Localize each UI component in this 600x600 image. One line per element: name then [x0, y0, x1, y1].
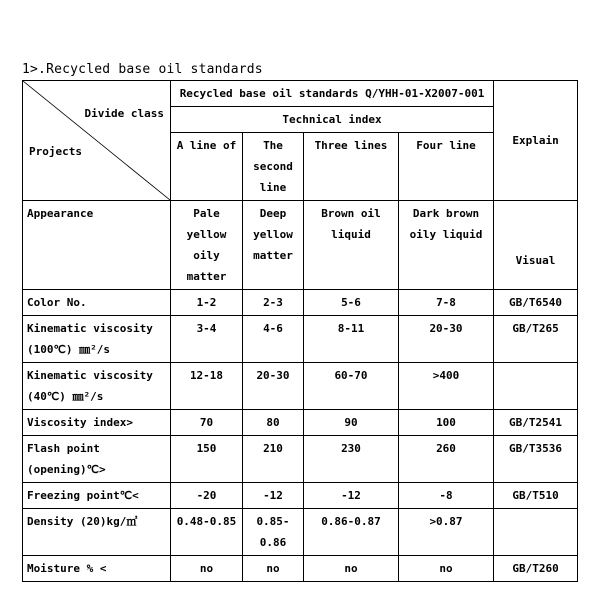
explain-cell	[494, 363, 578, 410]
line-2-value-cell: Deep yellow matter	[243, 201, 304, 290]
explain-cell: Visual	[494, 201, 578, 290]
document-title: 1>.Recycled base oil standards	[22, 62, 263, 77]
explain-cell: GB/T265	[494, 316, 578, 363]
project-cell: Moisture % <	[23, 556, 171, 582]
project-cell: Appearance	[23, 201, 171, 290]
line-3-value-cell: 8-11	[304, 316, 399, 363]
projects-label: Projects	[29, 145, 82, 158]
column-header-line-4: Four line	[399, 133, 494, 201]
line-3-value-cell: Brown oil liquid	[304, 201, 399, 290]
explain-cell: GB/T510	[494, 483, 578, 509]
line-1-value-cell: no	[171, 556, 243, 582]
line-3-value-cell: no	[304, 556, 399, 582]
explain-cell: GB/T260	[494, 556, 578, 582]
table-row	[23, 556, 578, 582]
line-2-value-cell: 0.85-0.86	[243, 509, 304, 556]
line-4-value-cell: 7-8	[399, 290, 494, 316]
column-header-line-2: The second line	[243, 133, 304, 201]
technical-index-header: Technical index	[171, 107, 494, 133]
line-1-value-cell: Pale yellow oily matter	[171, 201, 243, 290]
line-2-value-cell: 2-3	[243, 290, 304, 316]
table-row	[23, 363, 578, 410]
line-3-value-cell: 230	[304, 436, 399, 483]
standard-name-header: Recycled base oil standards Q/YHH-01-X2007-001	[171, 81, 494, 107]
project-cell: Density (20)kg/㎥	[23, 509, 171, 556]
line-3-value-cell: 5-6	[304, 290, 399, 316]
column-header-line-1: A line of	[171, 133, 243, 201]
line-2-value-cell: -12	[243, 483, 304, 509]
explain-cell: GB/T3536	[494, 436, 578, 483]
project-cell: Kinematic viscosity (100℃) ㎜²/s	[23, 316, 171, 363]
explain-cell	[494, 509, 578, 556]
project-cell: Flash point (opening)℃>	[23, 436, 171, 483]
table-row	[23, 290, 578, 316]
divide-class-label: Divide class	[84, 107, 164, 120]
line-1-value-cell: 0.48-0.85	[171, 509, 243, 556]
column-header-line-3: Three lines	[304, 133, 399, 201]
line-1-value-cell: 3-4	[171, 316, 243, 363]
line-4-value-cell: >400	[399, 363, 494, 410]
table-row	[23, 410, 578, 436]
line-3-value-cell: 90	[304, 410, 399, 436]
explain-header: Explain	[494, 81, 578, 201]
line-4-value-cell: 260	[399, 436, 494, 483]
line-2-value-cell: 210	[243, 436, 304, 483]
line-2-value-cell: no	[243, 556, 304, 582]
line-3-value-cell: -12	[304, 483, 399, 509]
explain-cell: GB/T6540	[494, 290, 578, 316]
standards-table	[22, 80, 578, 582]
line-1-value-cell: -20	[171, 483, 243, 509]
table-row	[23, 201, 578, 290]
table-row	[23, 316, 578, 363]
line-2-value-cell: 80	[243, 410, 304, 436]
table-row	[23, 483, 578, 509]
line-2-value-cell: 4-6	[243, 316, 304, 363]
line-4-value-cell: 100	[399, 410, 494, 436]
line-3-value-cell: 60-70	[304, 363, 399, 410]
line-4-value-cell: 20-30	[399, 316, 494, 363]
line-1-value-cell: 12-18	[171, 363, 243, 410]
line-4-value-cell: no	[399, 556, 494, 582]
line-1-value-cell: 150	[171, 436, 243, 483]
line-2-value-cell: 20-30	[243, 363, 304, 410]
project-cell: Kinematic viscosity (40℃) ㎜²/s	[23, 363, 171, 410]
table-row	[23, 509, 578, 556]
line-4-value-cell: -8	[399, 483, 494, 509]
project-cell: Color No.	[23, 290, 171, 316]
line-1-value-cell: 70	[171, 410, 243, 436]
project-cell: Viscosity index>	[23, 410, 171, 436]
project-cell: Freezing point℃<	[23, 483, 171, 509]
line-4-value-cell: Dark brown oily liquid	[399, 201, 494, 290]
line-1-value-cell: 1-2	[171, 290, 243, 316]
line-4-value-cell: >0.87	[399, 509, 494, 556]
line-3-value-cell: 0.86-0.87	[304, 509, 399, 556]
diagonal-header-cell	[23, 81, 171, 201]
explain-cell: GB/T2541	[494, 410, 578, 436]
table-row	[23, 436, 578, 483]
